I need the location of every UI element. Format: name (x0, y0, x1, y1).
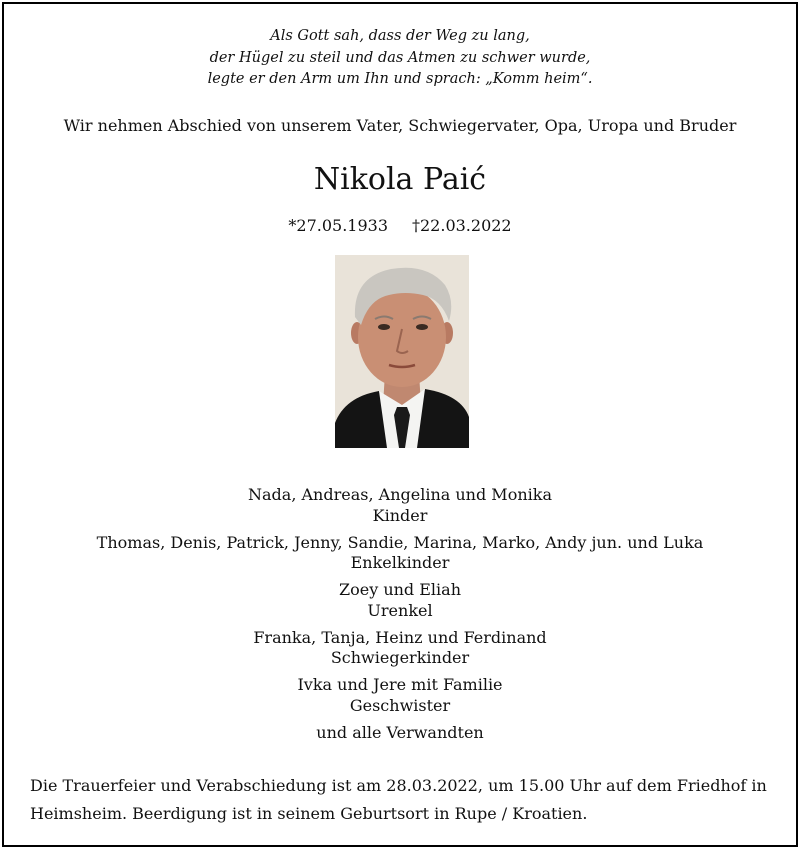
relatives-line: und alle Verwandten (316, 722, 484, 742)
portrait-photo (335, 255, 469, 448)
mourner-relation: Schwiegerkinder (330, 648, 470, 667)
poem (0, 26, 800, 91)
funeral-line: Heimsheim. Beerdigung ist in seinem Geburtsort in Rupe / Kroatien. (30, 804, 588, 823)
deceased-name: Nikola Paić (313, 162, 487, 197)
mourners-list (0, 485, 800, 750)
mourner-group-siblings (0, 675, 800, 716)
mourner-group-relatives (0, 723, 800, 744)
birth-date: *27.05.1933 (288, 216, 388, 235)
funeral-details (30, 772, 770, 828)
intro-text: Wir nehmen Abschied von unserem Vater, Schwiegervater, Opa, Uropa und Bruder (63, 116, 737, 135)
mourner-relation: Urenkel (367, 600, 433, 620)
life-dates (0, 216, 800, 235)
mourner-group-children-in-law (0, 628, 800, 669)
mourner-relation: Enkelkinder (350, 553, 450, 572)
poem-line: legte er den Arm um Ihn und sprach: „Komm heim“. (207, 71, 593, 87)
mourner-group-grandchildren (0, 533, 800, 574)
mourner-relation: Geschwister (349, 695, 451, 715)
funeral-line: Die Trauerfeier und Verabschiedung ist am 28.03.2022, um 15.00 Uhr auf dem Friedhof in (30, 776, 767, 795)
mourner-names: Ivka und Jere mit Familie (297, 675, 503, 694)
poem-line: Als Gott sah, dass der Weg zu lang, (270, 28, 530, 44)
mourner-names: Franka, Tanja, Heinz und Ferdinand (253, 627, 547, 647)
mourner-names: Nada, Andreas, Angelina und Monika (248, 485, 552, 504)
mourner-names: Thomas, Denis, Patrick, Jenny, Sandie, Marina, Marko, Andy jun. und Luka (96, 532, 704, 552)
mourner-group-great-grandchildren (0, 580, 800, 621)
death-date: †22.03.2022 (412, 216, 512, 235)
portrait-illustration (335, 255, 469, 448)
mourner-names: Zoey und Eliah (338, 580, 462, 599)
poem-line: der Hügel zu steil und das Atmen zu schwer wurde, (209, 49, 591, 66)
mourner-group-children (0, 485, 800, 526)
mourner-relation: Kinder (372, 505, 428, 525)
